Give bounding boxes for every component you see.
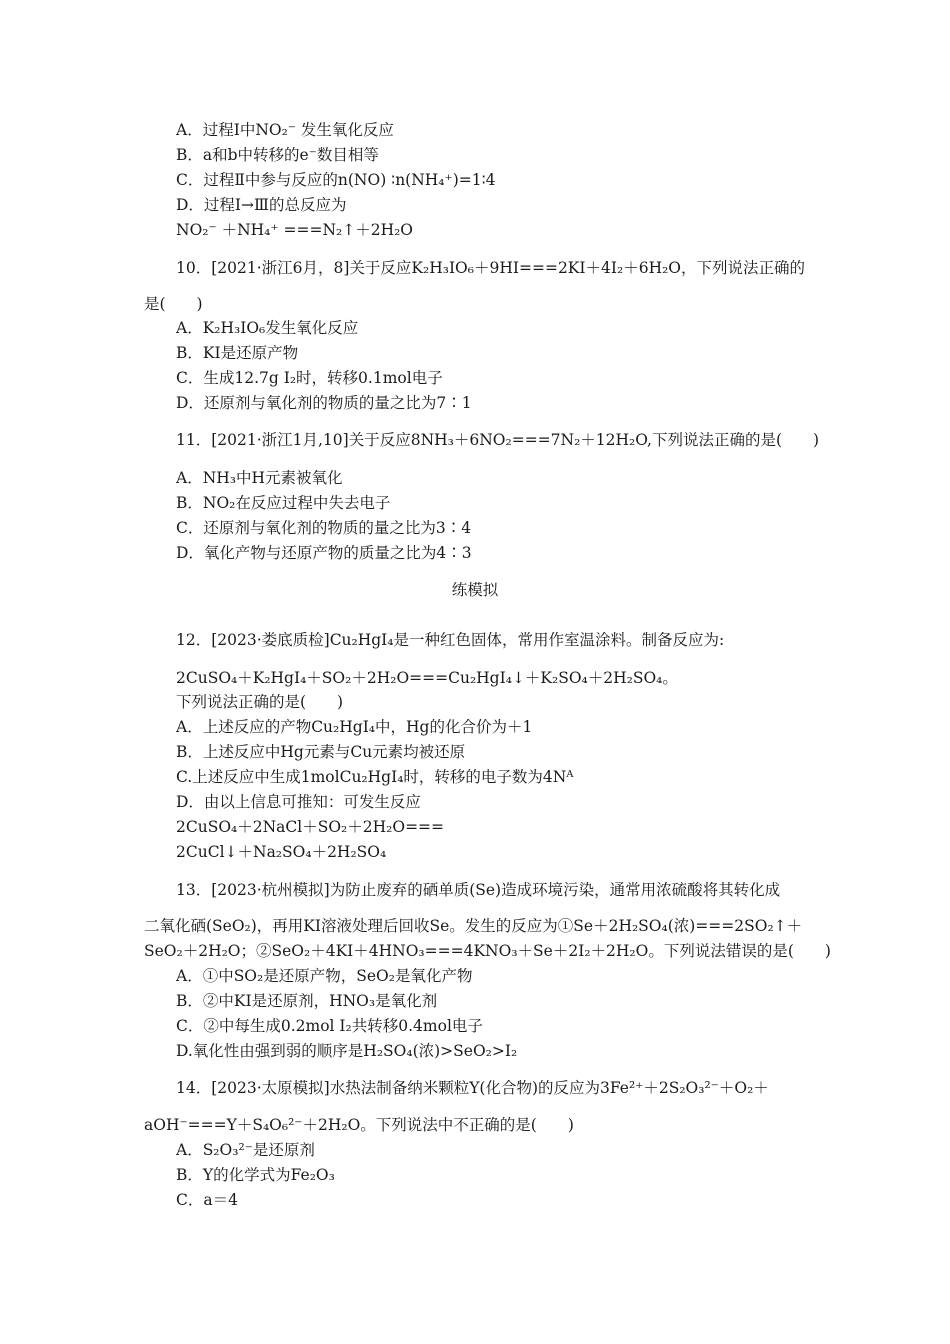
q12-equation: 2CuSO₄＋K₂HgI₄＋SO₂＋2H₂O===Cu₂HgI₄↓＋K₂SO₄＋2H₂SO₄。 [176,669,678,687]
q10-option-c: C．生成12.7g I₂时，转移0.1mol电子 [176,369,443,387]
q13-stem-line2: 二氧化硒(SeO₂)，再用KI溶液处理后回收Se。发生的反应为①Se＋2H₂SO₄(浓)===2SO₂↑＋ [144,917,803,935]
q12-question: 下列说法正确的是( ) [176,693,344,711]
q13-option-b: B．②中KI是还原剂，HNO₃是氧化剂 [176,992,438,1010]
q13-stem-line1: 13．[2023·杭州模拟]为防止废弃的硒单质(Se)造成环境污染，通常用浓硫酸将其转化成 [176,881,781,899]
q13-option-a: A．①中SO₂是还原产物，SeO₂是氧化产物 [176,967,473,985]
q14-option-b: B．Y的化学式为Fe₂O₃ [176,1166,335,1184]
q13-stem-line3: SeO₂＋2H₂O；②SeO₂＋4KI＋4HNO₃===4KNO₃＋Se＋2I₂＋2H₂O。下列说法错误的是( ) [144,942,831,960]
q11-stem: 11．[2021·浙江1月,10]关于反应8NH₃＋6NO₂===7N₂＋12H₂O,下列说法正确的是( ) [176,431,820,449]
section-title: 练模拟 [451,581,499,599]
q10-stem-line2: 是( ) [144,295,203,313]
q9-option-a: A．过程Ⅰ中NO₂⁻ 发生氧化反应 [176,121,394,139]
q10-option-b: B．KI是还原产物 [176,344,299,362]
q14-stem-line1: 14．[2023·太原模拟]水热法制备纳米颗粒Y(化合物)的反应为3Fe²⁺＋2S₂O₃²⁻＋O₂＋ [176,1079,769,1097]
q9-option-d: D．过程Ⅰ→Ⅲ的总反应为 [176,196,347,214]
q11-option-a: A．NH₃中H元素被氧化 [176,469,343,487]
q12-option-d-equation-1: 2CuSO₄＋2NaCl＋SO₂＋2H₂O=== [176,818,445,836]
q10-option-a: A．K₂H₃IO₆发生氧化反应 [176,319,359,337]
q12-option-d: D．由以上信息可推知：可发生反应 [176,793,421,811]
q12-option-b: B．上述反应中Hg元素与Cu元素均被还原 [176,743,466,761]
q11-option-b: B．NO₂在反应过程中失去电子 [176,494,391,512]
q9-option-b: B．a和b中转移的e⁻数目相等 [176,146,379,164]
q9-option-c: C．过程Ⅱ中参与反应的n(NO) ∶n(NH₄⁺)=1∶4 [176,171,496,189]
q14-option-c: C．a＝4 [176,1191,238,1209]
q11-option-d: D．氧化产物与还原产物的质量之比为4∶3 [176,544,472,562]
q12-option-a: A．上述反应的产物Cu₂HgI₄中，Hg的化合价为＋1 [176,718,533,736]
q14-stem-line2: aOH⁻===Y＋S₄O₆²⁻＋2H₂O。下列说法中不正确的是( ) [144,1116,574,1134]
q14-option-a: A．S₂O₃²⁻是还原剂 [176,1141,315,1159]
q13-option-c: C．②中每生成0.2mol I₂共转移0.4mol电子 [176,1017,483,1035]
q13-option-d: D.氧化性由强到弱的顺序是H₂SO₄(浓)>SeO₂>I₂ [176,1042,518,1060]
q9-option-d-equation: NO₂⁻ ＋NH₄⁺ ===N₂↑＋2H₂O [176,221,414,239]
q11-option-c: C．还原剂与氧化剂的物质的量之比为3∶4 [176,519,472,537]
q10-option-d: D．还原剂与氧化剂的物质的量之比为7∶1 [176,394,472,412]
q10-stem-line1: 10．[2021·浙江6月，8]关于反应K₂H₃IO₆＋9HI===2KI＋4I₂＋6H₂O，下列说法正确的 [176,259,806,277]
q12-option-c: C.上述反应中生成1molCu₂HgI₄时，转移的电子数为4Nᴬ [176,768,574,786]
q12-option-d-equation-2: 2CuCl↓＋Na₂SO₄＋2H₂SO₄ [176,843,387,861]
q12-stem: 12．[2023·娄底质检]Cu₂HgI₄是一种红色固体，常用作室温涂料。制备反应为: [176,631,725,649]
